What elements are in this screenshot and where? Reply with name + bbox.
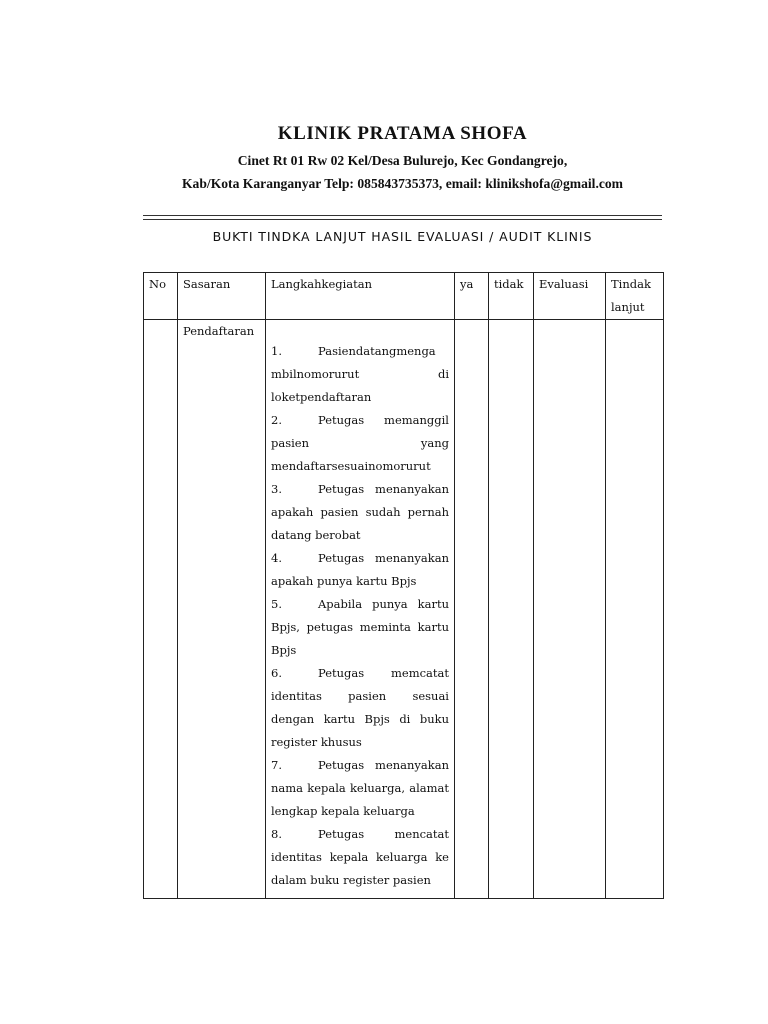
column-header-evaluasi: Evaluasi — [534, 273, 606, 320]
document-title: BUKTI TINDKA LANJUT HASIL EVALUASI / AUDIT KLINIS — [212, 229, 593, 244]
cell-evaluasi — [534, 320, 606, 899]
step-list — [271, 340, 449, 892]
list-item: 7. Petugas menanyakan nama kepala keluarga, alamat lengkap kepala keluarga — [271, 758, 449, 818]
cell-sasaran: Pendaftaran — [178, 320, 266, 899]
address-line-2: Kab/Kota Karanganyar Telp: 085843735373, email: klinikshofa@gmail.com — [181, 176, 623, 191]
cell-tindak-lanjut — [606, 320, 664, 899]
column-header-sasaran: Sasaran — [178, 273, 266, 320]
clinic-name: KLINIK PRATAMA SHOFA — [277, 123, 528, 144]
evaluation-table — [143, 272, 664, 899]
address-line-1: Cinet Rt 01 Rw 02 Kel/Desa Bulurejo, Kec Gondangrejo, — [237, 153, 568, 168]
list-item: 6. Petugas memcatat identitas pasien sesuai dengan kartu Bpjs di buku register khusus — [271, 666, 449, 749]
list-item: 2. Petugas memanggil pasien yang mendaftarsesuainomorurut — [271, 413, 449, 473]
list-item: 5. Apabila punya kartu Bpjs, petugas meminta kartu Bpjs — [271, 597, 449, 657]
header-divider-thin — [143, 219, 662, 220]
list-item: 8. Petugas mencatat identitas kepala keluarga ke dalam buku register pasien — [271, 827, 449, 887]
list-item: 4. Petugas menanyakan apakah punya kartu Bpjs — [271, 551, 449, 588]
table-header-row — [144, 273, 664, 320]
column-header-ya: ya — [455, 273, 489, 320]
cell-langkah — [266, 320, 455, 899]
column-header-tindak-lanjut: Tindak lanjut — [606, 273, 664, 320]
column-header-no: No — [144, 273, 178, 320]
list-item: 3. Petugas menanyakan apakah pasien sudah pernah datang berobat — [271, 482, 449, 542]
list-item: 1. Pasiendatangmenga mbilnomorurut di loketpendaftaran — [271, 344, 449, 404]
cell-ya — [455, 320, 489, 899]
column-header-tidak: tidak — [489, 273, 534, 320]
cell-no — [144, 320, 178, 899]
column-header-langkah: Langkahkegiatan — [266, 273, 455, 320]
cell-tidak — [489, 320, 534, 899]
table-row — [144, 320, 664, 899]
header-divider-thick — [143, 215, 662, 216]
